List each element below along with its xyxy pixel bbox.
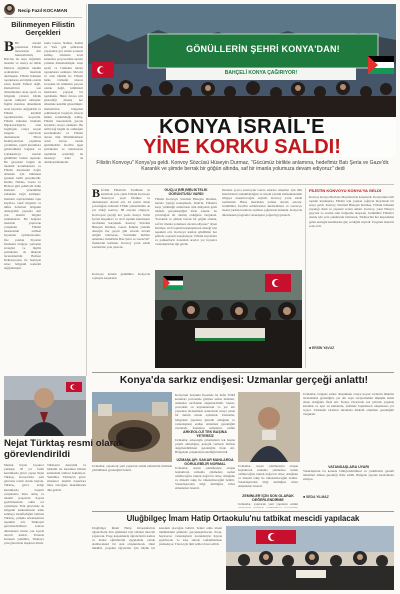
sarkiz-headline: Konya'da sarkız endişesi: Uzmanlar gerçeği anlattı! (119, 375, 369, 386)
turktas-headline: Nejat Türktaş resmi olarak görevlendirildi (4, 438, 124, 460)
konvoy-body-col2-wrap (155, 188, 217, 270)
headline-band (88, 117, 396, 157)
konvoy-body-col2: Filistin Konvoyu Sözcüsü Hüseyin Durmaz, burada yaptığı konuşmada, İsrail'in, Filistin'e karşı yürüttüğü saldırıların tüm dünyanın gözü önünde gerçekleştiğini ifade ederek, bu yolculuğun bir direniş olduğunu vurguladı. "Karanlık ve şiimde berrak bir göğün altında, saf bir imanla yolumuza devam ediyoruz" diyen Durmaz, sivil toplum kuruluşlarının desteği için teşekkür etti. Konvoya katılan gönüllüler her şehirde coşkuyla karşılanıyor. Filistin bayrakları ve pankartlarla donatılan araçlar yol boyunca vatandaşlardan ilgi gördü. (155, 197, 217, 247)
konvoy-crowd-illustration (155, 270, 302, 368)
sarkiz-body: Konya'nın Selçuklu İlçesinde bu hafta TOKİ konutları çevresinde görülen sarkız iddiaları, uzmanlar tarafından değerlendirildi. Sarkız, çevredeki su kaynaklarının ve yer altı yapısının incelenmesi sonucunda ortaya çıkan bir durum olarak açıklandı. Uzmanlar, bölgedeki yapıların güvenli olduğunu ve vatandaşların endişe etmemesi gerektiğini vurguladı. Konunun uzmanları, zemin (175, 393, 235, 429)
imam-body: Uluğbilgeç İmam Hatip Ortaokulu'nda öğrencilerin dini eğitimleri için tatbikat mescidi yapılacak. Proje kapsamında öğrencilerin namaz ve ibadet eğitimlerini uygulamalı olarak alabilecekleri bir alan oluşturulacak. Okul müdürü, projenin öğrenciler için büyük bir kazanım olacağını belirtti. Temel atma töreni önümüzdeki günlerde gerçekleştirilecek. Proje, hayırsever vatandaşların destekleriyle hayata geçirilecek ve kısa sürede tamamlanması planlanıyor. Tören için tüm veliler davet edildi. (92, 526, 222, 551)
right-sidebar (309, 188, 394, 368)
sarkiz-side-body: Uzmanlar, bölgede sarkız oluşumunu ortaya koyan verilerin dikkatle incelenmesi gerektiğini, yer altı suyu seviyesindeki düşüşün temel etken olduğunu ifade etti. Konya Ovası'nda son yıllarda yaşanan kuraklık ve aşırı su kullanımı, zeminde boşlukların oluşmasına yol açıyor. Uzmanlar tarımsal sulamada dikkatli olunması gerektiğini vurguladı. (303, 392, 394, 417)
section-rule-1 (92, 372, 394, 373)
section-rule-2 (92, 511, 394, 512)
sarkiz-side-byline: ■ SEDA YILMAZ (303, 495, 329, 499)
sarkiz-side-note: Uzmanlar, yapılacak yeni yapıların zemin etütlerinin titizlikle yürütülmesi gerektiğini belirtti. (92, 464, 172, 473)
imam-photo (226, 526, 394, 590)
deck-rule (92, 184, 394, 185)
sarkiz-subhead-3: ZEMİNLER İÇİN SON OLARAK DEĞERLENDİRME (242, 494, 294, 502)
column-body-continued: rında Gazze, Nablus, Kudüs ve Yafa gibi şehirlerde yaşayanlar göç etmek zorunda kalmış, Osmanlı arazi kanunları çerçevesinde tapular yeniden düzenlenmiştir. Arap eşrafı ve Lübnanlı aileler topraklarını satmıştır. Mevcut ve olan bütünü ile Filistin halkı, Osmanlı idaresi sırasında bir ümmetin parçası olarak değil, kimlikleri üzerinden yaşayan bir topluluktu. Haklı davası için gösterdiği direniş her dönemde kendini göstermiştir. Osmanlı'nın bölgeden çekilmesiyle başlayan süreçte halkın sorumluluğu artmış, Filistin meselesinin gerçek boyutları ortaya çıkmıştır. Bu tarihi bağ bugün de canlılığını korumaktadır ve Filistin davası tüm Müslümanların ortak davası olarak görülmelidir. İsrail'in işgal politikaları ve uluslararası toplumun sessizliği bu meseleyi daha da derinleştirmektedir. (44, 41, 83, 164)
sarkiz-subhead-2: UZMANLAR: SAKAR MANLARDA GÖRÜLEBİLİR NORMAL (176, 458, 234, 466)
sarkiz-body-4: Uzmanlar, yapılacak yeni yapıların zemin (238, 502, 298, 506)
konvoy-secondary-photo (155, 270, 302, 368)
banner-text: GÖNÜLLERİN ŞEHRİ KONYA'DAN! (186, 44, 340, 54)
main-deck: Filistin Konvoyu" Konya'ya geldi. Konvoy Sözcüsü Hüseyin Durmaz, "Gücümüz birlikte anlamına, hedefimiz Batı Şeria ve Gaze'dir. Karanlık ve şiimde berrak bir göğün altında, saf bir imanla yolumuza devam ediyoruz" dedi (96, 160, 390, 173)
turktas-body-col2: Türktaş'ın deneyimi ve birikimi ile kurumun hizmet kalitesinin artması bekleniyor. Yetkililer, Türktaş'ın görev süresince önemli başarılara imza atacağına inandıklarını dile getirdi. (47, 463, 86, 492)
sarkiz-subhead-1: ARKEOLOJİ TEK BAŞINA YETERSİZ (183, 430, 227, 438)
column-body (4, 41, 41, 371)
sidebar-byline: ■ ERSİN YAVUZ (309, 346, 335, 350)
konvoy-body-text: Ürdün Filistin'in Tarihinde ki katerinde yola çıkan Filistin Konvoyu 'Konvoyu' yeşil Ötelikte ve durmaksızın devam etti. 24 saattir süren yolculuğun ardından TÜRK yelkenlisinin de yer aldığı konvoy, 88 araçtan oluşuyor. Konvoyun geçtiği her yerde Konya Valisi İçerisi Kuşakları ve sivil toplum kuruluşları tarafından karşılandı. Konvoy Sözcüsü Hüseyin Durmaz, Gazze halkına yönelik desteğin her geçen gün artarak devam ettiğini belirterek, "Gücümüz birlikte anlamına, hedefimiz Batı Şeria ve Gazze'dir" ifadelerini kullandı. Konvoy yarın sabah saatlerinde yola çıkacak. (92, 188, 150, 250)
turktas-body-col1: Meslek hayatı boyunca yaklaşık 30 yıl farklı kurumlarda görev yapan Nejat Türktaş, Konya'daki yeni görevine resmi olarak başladı. Türktaş, görev aldığı kurumlarda başarılı çalışmalara imza atmış ve önemli projelerin hayata geçirilmesinde etkin rol oynamıştır. Yeni görevinde de bölgenin kalkınmasına katkı sunmayı hedeflediğini belirten Türktaş, çalışma arkadaşlarına teşekkür etti. Türktaş'ın görevlendirilmesi sonrası düzenlenen törene çok sayıda davetli katıldı. Törende konuşan yetkililer, Türktaş'a yeni görevinde başarılar diledi. (4, 463, 44, 545)
column-title: Bilinmeyen Filistin Gerçekleri (11, 20, 75, 38)
official-portrait-illustration (4, 376, 86, 436)
sidebar-headline: FİLİSTİN KONVOYU KONYA'YA GELDİ (309, 188, 382, 193)
sarkiz-col3-sub-wrap (238, 494, 298, 508)
sarkiz-side-body-2: Vatandaşların bu konuda bilinçlendirilmesi ve yetkililerin gerekli önlemleri alması gerektiği ifade edildi. Bölgede yapılan incelemeler sürüyor. (303, 469, 394, 482)
konvoy-main-photo (88, 4, 396, 117)
column-divider (86, 4, 87, 376)
sarkiz-side-subhead: VATANDAŞLARA UYARI (328, 465, 369, 469)
konvoy-body-col1 (92, 188, 150, 270)
dropcap: B (92, 188, 101, 200)
imam-headline: Uluğbilgeç İmam Hatip Ortaokulu'nu tatbikat mescidi yapılacak (126, 514, 360, 523)
author-rule (4, 17, 82, 18)
turktas-photo (4, 376, 86, 436)
main-headline-line1: KONYA İSRAİL'E (159, 116, 325, 138)
column-body-text: Bir önceki yazımızda Filistin meselesine dair hakaretimizin, Batı'nın bu neye bağlantılı insanlar ve adetçe ne hâlde fikirlere değinilen önemli açıklamalar üzerinde durmuştuk. Filistin halkının topraklarını en büyük oranda satan kesim Yahudi değil, Osmanlı'nın son dönemindeki Arap eşrafı ve bölgenin yabancı büyük toprak sahipleri olmuştur. İngiliz mandası döneminde arazi kayıtları değiştirildi ve Filistin köylüsü topraklarından koparıldı. Filistin halkının Osmanlı Imparatorluğu'na olan bağlılığını ortaya koyan belgeler arşivlerde durmaktadır. Hicaz Demiryolu'nun yapımına yardımları, çeşitli kurumlara gönderdikleri bağışlar ve Çanakkale'ye katılan gönüllüler bunun ispatıdır. Bu gerçekler bugün de önemini korumaktadır ve Filistin meselesini doğru anlamak için bilinmesi gereken tarihi gerçeklerdir. Kudüs, Nablus, Gazze ve Hebron gibi şehirlerin halkı Osmanlı yönetimine sadakatle bağlı kalmıştır. Osmanlı arşivlerindeki tapu kayıtları, vakıf belgeleri ve nüfus defterleri bölgenin demografik yapısına dair çok önemli bilgiler sunmaktadır. Bu belgeler üzerinde yapılacak çalışmalar Filistin meselesinin tarihsel boyutunu aydınlatacaktır. Öte yandan Siyonist hareketin bölgeye yerleşme stratejisi ve İngiliz politikaları da dikkatle incelenmelidir. Balfour Deklarasyonu ile başlayan süreç bölgenin kaderini değiştirmiştir. (4, 41, 41, 271)
sidebar-divider (305, 188, 306, 368)
sarkiz-body-3: Uzmanlar, suyun çekilmesiyle oluşan boşlukların zamanla çökmelere neden olabileceğini, bunun doğal bir süreç olduğunu ve düzenli takip ile önlenebileceğini belirtti. Vatandaşlardan bilgi kirliliğine itibar etmemeleri istendi. (175, 466, 235, 491)
banner-sub: BAHÇELİ KONYA ÇAĞIRIYOR! (224, 70, 298, 76)
sidebar-body: Konvoy Konya Mevlana Meydanı'nda karşılandı. Konya'daki sivil toplum kuruluşları, Filistin için yapılan çağrıyla meydanda bir araya geldi. Konvoy Sözcüsü Hüseyin Durmaz, Filistin halkının yaşadığı dram ve yaşanan acıları anlattı. Konvoy, yarın Hatay'a geçecek ve oradan sınır bölgesine ulaşacak. Gönüllüler Filistin'e destek için yola çıktıklarını belirterek, Türkiye'nin her köşesinden gelen desteğin kendilerine güç verdiğini söyledi. Program dualarla sona erdi. (309, 195, 394, 228)
sarkiz-col2-wrap (175, 430, 235, 500)
sarkiz-body-col3: Uzmanlar, suyun çekilmesiyle oluşan boşlukların zamanla çökmelere neden olabileceğini, bunun doğal bir süreç olduğunu ve düzenli takip ile önlenebileceğini belirtti. Vatandaşlardan bilgi kirliliğine itibar etmemeleri istendi. (238, 464, 298, 489)
sarkiz-expert-photo (238, 392, 300, 462)
konvoy-photo-caption: Konvoya katılan gönüllüler Konya'da coşkuyla karşılandı (92, 272, 150, 281)
crowd-illustration (88, 4, 396, 117)
konvoy-body-col3: Durmaz ayrıca konvoyun Gazze sınırına ulaşması için tüm hazırlıkların tamamlandığını ve insani yardım malzemelerinin bölgeye ulaştırılacağını söyledi. Konvoy yarın sabah saatlerinde Hatay üzerinden yoluna devam edecek. Gönüllüler, İsrail'in saldırılarının durdurulması ve Gazze'ye insani yardım koridoru açılması çağrısında bulundu. Konya'da düzenlenen programa vatandaşlar yoğun ilgi gösterdi. (222, 188, 302, 217)
ceremony-illustration (226, 526, 394, 590)
dropcap: B (4, 41, 15, 55)
konvoy-subhead: GÜÇLÜ BİR BİRLİKTELİK GÖRÜNTÜSÜ VARDI (164, 188, 208, 196)
sarkiz-side-column (303, 392, 394, 508)
author-avatar (4, 4, 15, 15)
author-name: Necip Fazıl KOCAMAN (18, 8, 68, 13)
expert-portrait-illustration (238, 392, 300, 462)
sarkiz-body-2: Uzmanlar, arkeolojik çalışmaların tek başına yeterli olmadığını, jeolojik verilerle birlikte değerlendirilmesi gerektiğini ifade etti. Bölgedeki çalışmaların sürdüğü belirtildi. (175, 438, 235, 455)
main-headline-line2: YİNE KORKU SALDI! (143, 136, 341, 158)
